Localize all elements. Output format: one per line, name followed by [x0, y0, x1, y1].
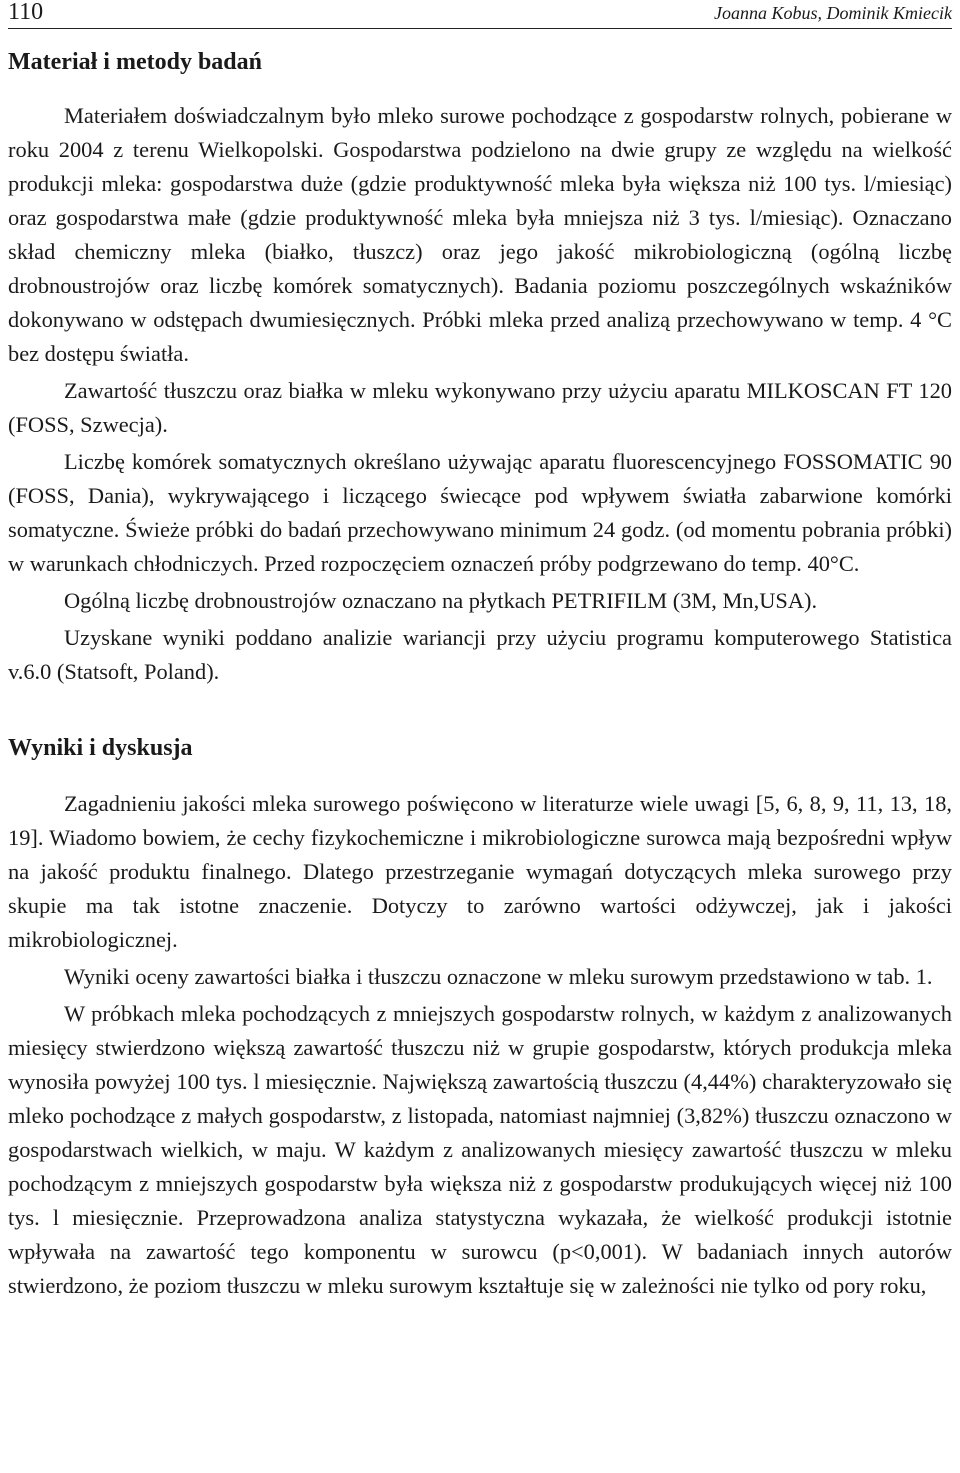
- paragraph: Zagadnieniu jakości mleka surowego poświęcono w literaturze wiele uwagi [5, 6, 8, 9, 11, 13, 18, 19]. Wiadomo bowiem, że cechy fizykochemiczne i mikrobiologiczne surowca mają bezpośredni wpływ na jakość produktu finalnego. Dlatego przestrzeganie wymagań dotyczących mleka surowego przy skupie ma tak istotne znaczenie. Dotyczy to zarówno wartości odżywczej, jak i jakości mikrobiologicznej.: [8, 791, 952, 952]
- paragraph: Liczbę komórek somatycznych określano używając aparatu fluorescencyjnego FOSSOMATIC 90 (FOSS, Dania), wykrywającego i liczącego świecące pod wpływem światła zabarwione komórki somatyczne. Świeże próbki do badań przechowywano minimum 24 godz. (od momentu pobrania próbki) w warunkach chłodniczych. Przed rozpoczęciem oznaczeń próby podgrzewano do temp. 40°C.: [8, 449, 952, 576]
- page-number: 110: [8, 0, 44, 25]
- paragraph: Materiałem doświadczalnym było mleko surowe pochodzące z gospodarstw rolnych, pobierane w roku 2004 z terenu Wielkopolski. Gospodarstwa podzielono na dwie grupy ze względu na wielkość produkcji mleka: gospodarstwa duże (gdzie produktywność mleka była większa niż 100 tys. l/miesiąc) oraz gospodarstwa małe (gdzie produktywność mleka była mniejsza niż 3 tys. l/miesiąc). Oznaczano skład chemiczny mleka (białko, tłuszcz) oraz jego jakość mikrobiologiczną (ogólną liczbę drobnoustrojów oraz liczbę komórek somatycznych). Badania poziomu poszczególnych wskaźników dokonywano w odstępach dwumiesięcznych. Próbki mleka przed analizą przechowywano w temp. 4 °C bez dostępu światła.: [8, 103, 952, 366]
- document-page: [8, 0, 952, 1306]
- paragraph: W próbkach mleka pochodzących z mniejszych gospodarstw rolnych, w każdym z analizowanych miesięcy stwierdzono większą zawartość tłuszczu niż w grupie gospodarstw, których produkcja mleka wynosiła powyżej 100 tys. l miesięcznie. Największą zawartością tłuszczu (4,44%) charakteryzowało się mleko pochodzące z małych gospodarstw, z listopada, natomiast najmniej (3,82%) tłuszczu oznaczono w gospodarstwach wielkich, w maju. W każdym z analizowanych miesięcy zawartość tłuszczu w mleku pochodzącym z mniejszych gospodarstw była większa niż z gospodarstw produkujących więcej niż 100 tys. l miesięcznie. Przeprowadzona analiza statystyczna wykazała, że wielkość produkcji istotnie wpływała na zawartość tego komponentu w surowcu (p<0,001). W badaniach innych autorów stwierdzono, że poziom tłuszczu w mleku surowym kształtuje się w zależności nie tylko od pory roku,: [8, 1001, 952, 1298]
- paragraph: Uzyskane wyniki poddano analizie wariancji przy użyciu programu komputerowego Statistica v.6.0 (Statsoft, Poland).: [8, 625, 952, 684]
- section-heading-methods: Materiał i metody badań: [8, 49, 262, 75]
- section-heading-results: Wyniki i dyskusja: [8, 735, 193, 761]
- header-authors: Joanna Kobus, Dominik Kmiecik: [714, 3, 952, 23]
- paragraph: Ogólną liczbę drobnoustrojów oznaczano na płytkach PETRIFILM (3M, Mn,USA).: [64, 588, 818, 613]
- paragraph: Wyniki oceny zawartości białka i tłuszczu oznaczone w mleku surowym przedstawiono w tab. 1.: [64, 964, 933, 989]
- paragraph: Zawartość tłuszczu oraz białka w mleku wykonywano przy użyciu aparatu MILKOSCAN FT 120 (FOSS, Szwecja).: [8, 378, 952, 437]
- running-header: [8, 0, 952, 29]
